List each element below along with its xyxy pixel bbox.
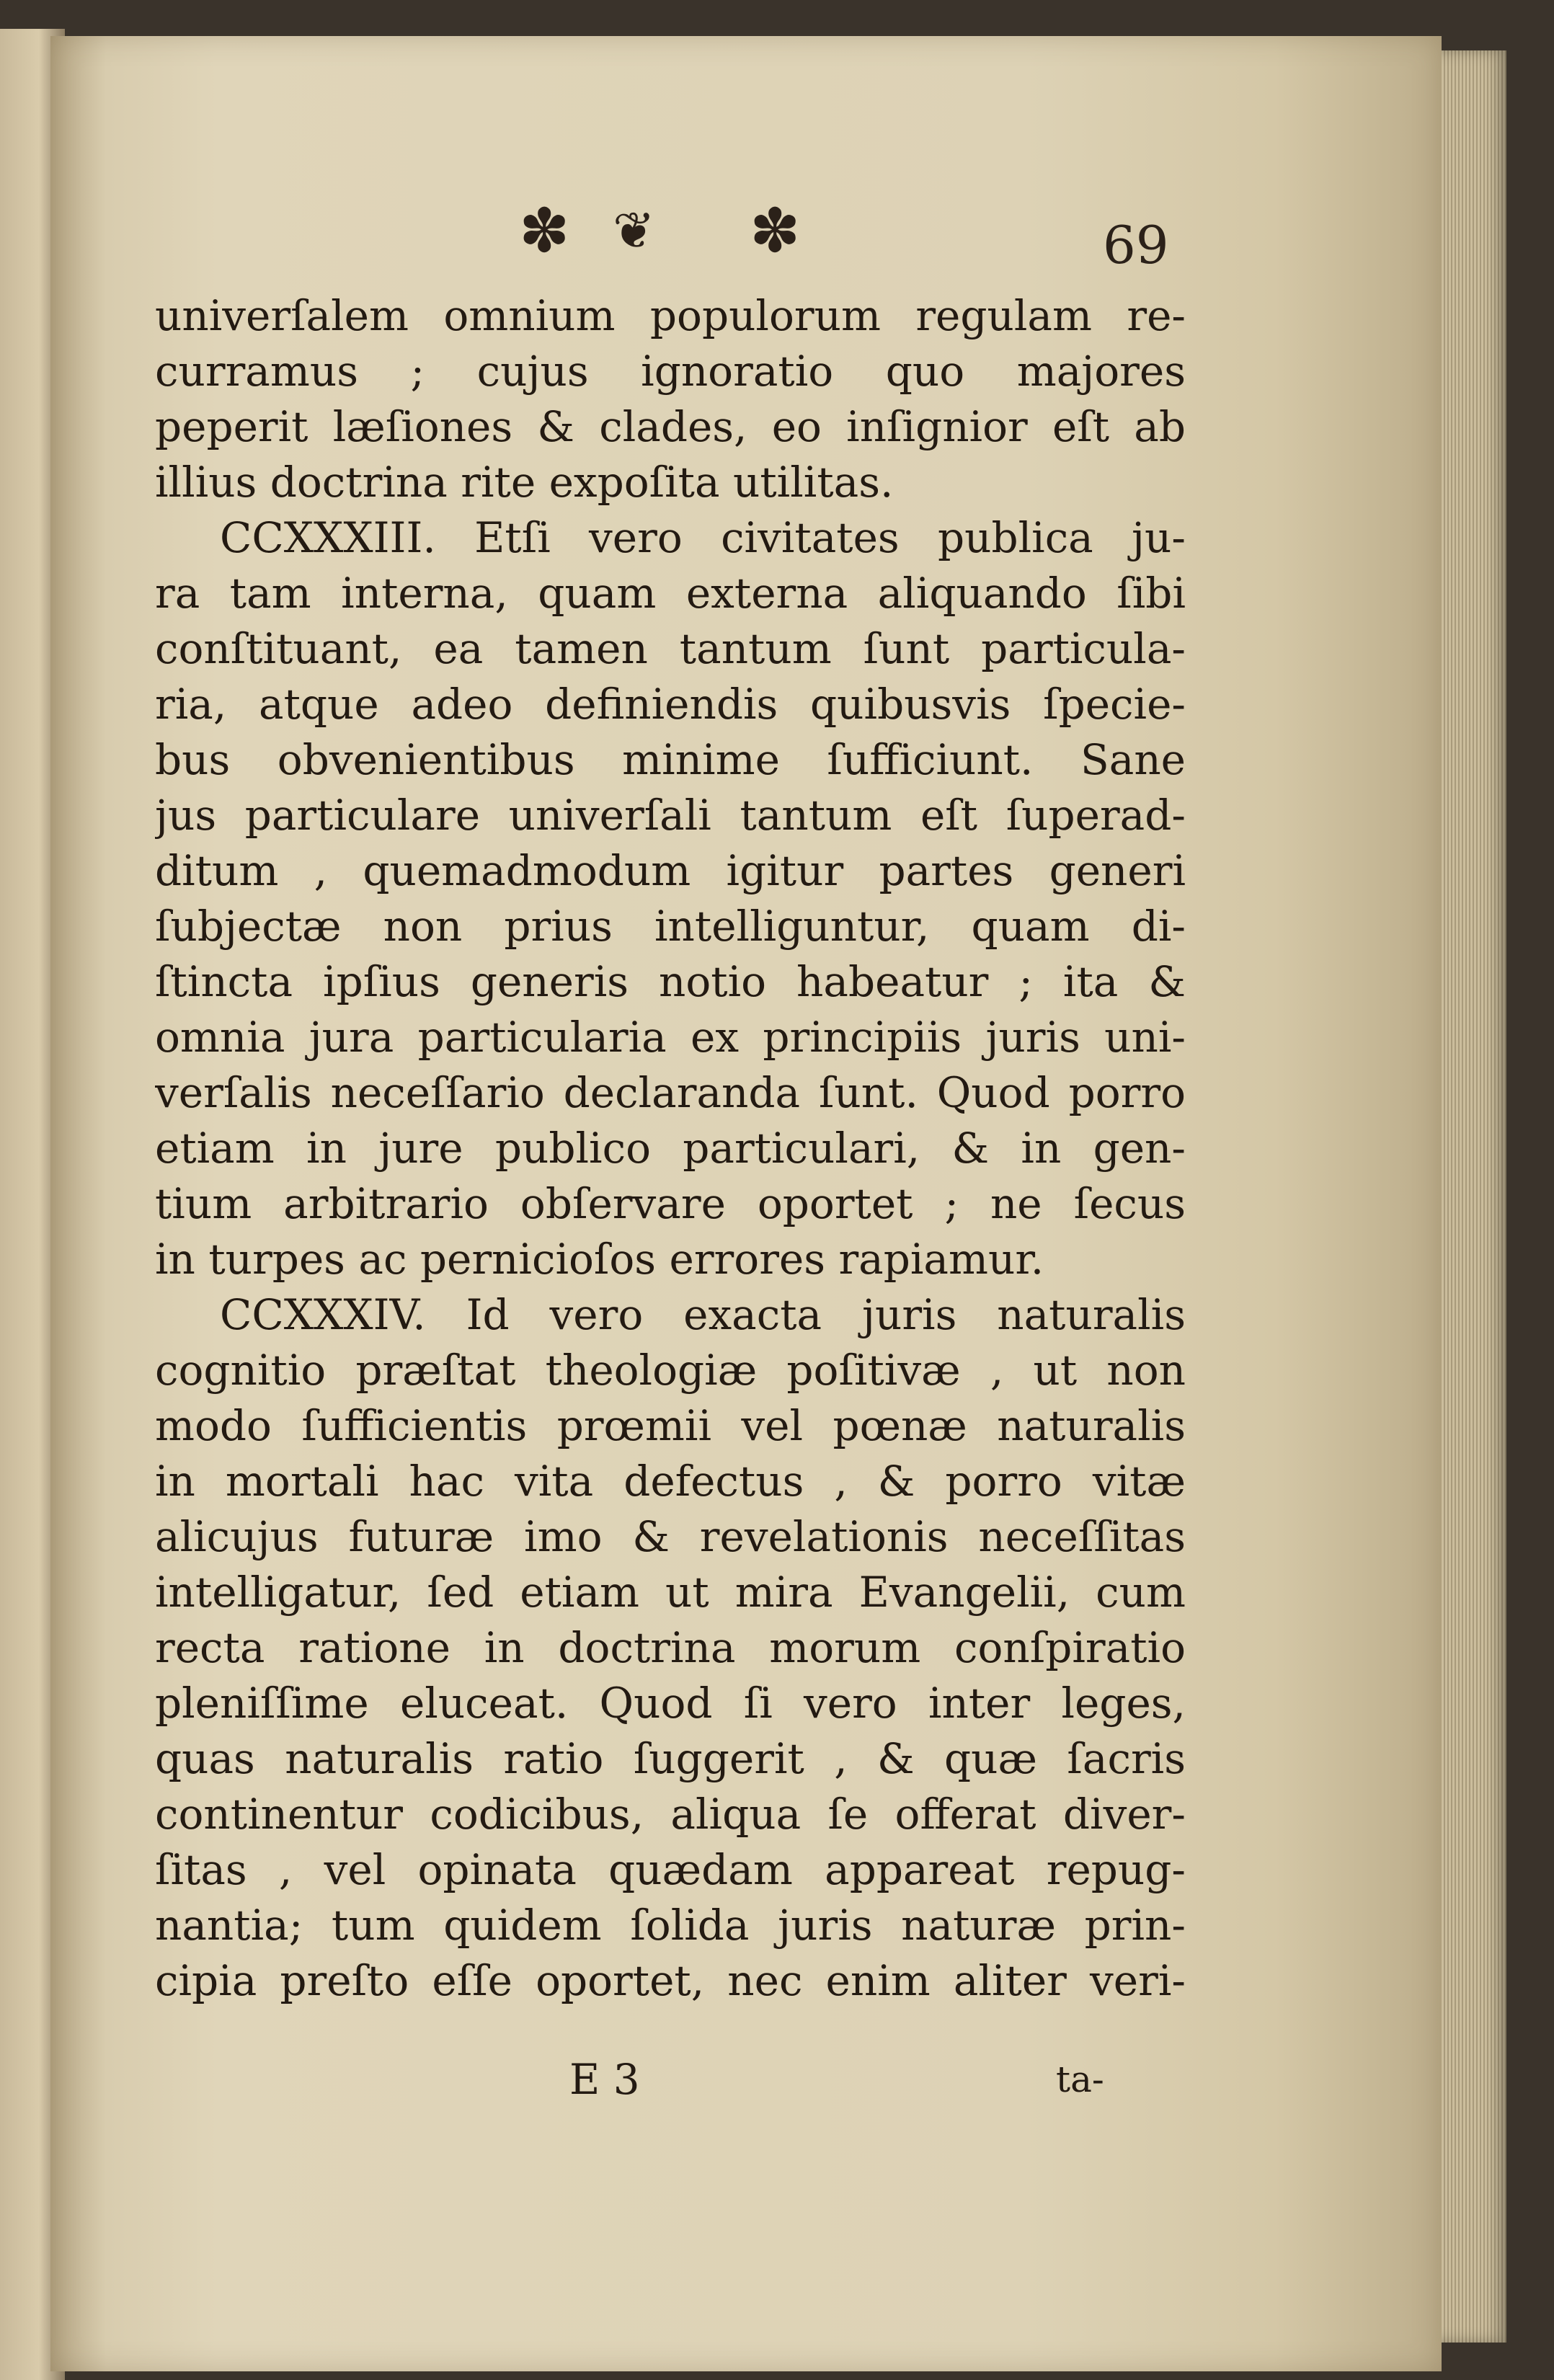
text-line: quas naturalis ratio ſuggerit , & quæ ſacris	[155, 1734, 1186, 1783]
text-line: etiam in jure publico particulari, & in gen-	[155, 1124, 1186, 1173]
text-line: omnia jura particularia ex principiis juris uni-	[155, 1013, 1186, 1062]
text-line: alicujus futuræ imo & revelationis neceſſitas	[155, 1512, 1186, 1561]
text-line: jus particulare univerſali tantum eſt ſuperad-	[155, 791, 1186, 840]
text-line: intelligatur, ſed etiam ut mira Evangelii, cum	[155, 1568, 1186, 1617]
text-line: ſtincta ipſius generis notio habeatur ; ita &	[155, 957, 1186, 1006]
text-line: pleniſſime eluceat. Quod ſi vero inter leges,	[155, 1679, 1186, 1728]
catchword: ta-	[1056, 2059, 1104, 2100]
text-line: cipia preſto eſſe oportet, nec enim aliter veri-	[155, 1956, 1186, 2005]
text-line: nantia; tum quidem ſolida juris naturæ prin-	[155, 1901, 1186, 1950]
body-text	[155, 288, 1186, 2009]
text-line: modo ſufficientis prœmii vel pœnæ naturalis	[155, 1401, 1186, 1450]
text-line: ſubjectæ non prius intelliguntur, quam di-	[155, 902, 1186, 951]
page-number: 69	[1103, 215, 1169, 275]
text-line: in turpes ac pernicioſos errores rapiamur.	[155, 1235, 1044, 1284]
text-line: CCXXXIII. Etſi vero civitates publica ju-	[220, 513, 1186, 562]
page-footer	[155, 2047, 1186, 2112]
ornament-mid-icon: ❦	[613, 201, 655, 260]
text-line: in mortali hac vita defectus , & porro vitæ	[155, 1457, 1186, 1506]
text-line: ſitas , vel opinata quædam appareat repug-	[155, 1845, 1186, 1894]
text-line: peperit læſiones & clades, eo inſignior eſt ab	[155, 402, 1186, 451]
text-line: bus obvenientibus minime ſufficiunt. Sane	[155, 735, 1186, 784]
text-line: recta ratione in doctrina morum conſpiratio	[155, 1623, 1186, 1672]
signature-mark: E 3	[569, 2055, 640, 2104]
text-line: ditum , quemadmodum igitur partes generi	[155, 846, 1186, 895]
text-line: univerſalem omnium populorum regulam re-	[155, 291, 1186, 340]
text-line: illius doctrina rite expoſita utilitas.	[155, 458, 894, 507]
page-header	[505, 195, 1211, 275]
text-line: tium arbitrario obſervare oportet ; ne ſecus	[155, 1179, 1186, 1228]
text-line: verſalis neceſſario declaranda ſunt. Quod porro	[155, 1068, 1186, 1117]
ornament-left-icon: ✽	[519, 195, 570, 266]
ornament-right-icon: ✽	[750, 195, 801, 266]
text-line: conſtituant, ea tamen tantum ſunt particula-	[155, 624, 1186, 673]
text-line: CCXXXIV. Id vero exacta juris naturalis	[220, 1290, 1186, 1339]
text-line: cognitio præſtat theologiæ poſitivæ , ut non	[155, 1346, 1186, 1395]
text-line: ra tam interna, quam externa aliquando ſibi	[155, 569, 1186, 618]
text-line: continentur codicibus, aliqua ſe offerat diver-	[155, 1790, 1186, 1839]
text-line: ria, atque adeo definiendis quibusvis ſpecie-	[155, 680, 1186, 729]
text-line: curramus ; cujus ignoratio quo majores	[155, 347, 1186, 396]
